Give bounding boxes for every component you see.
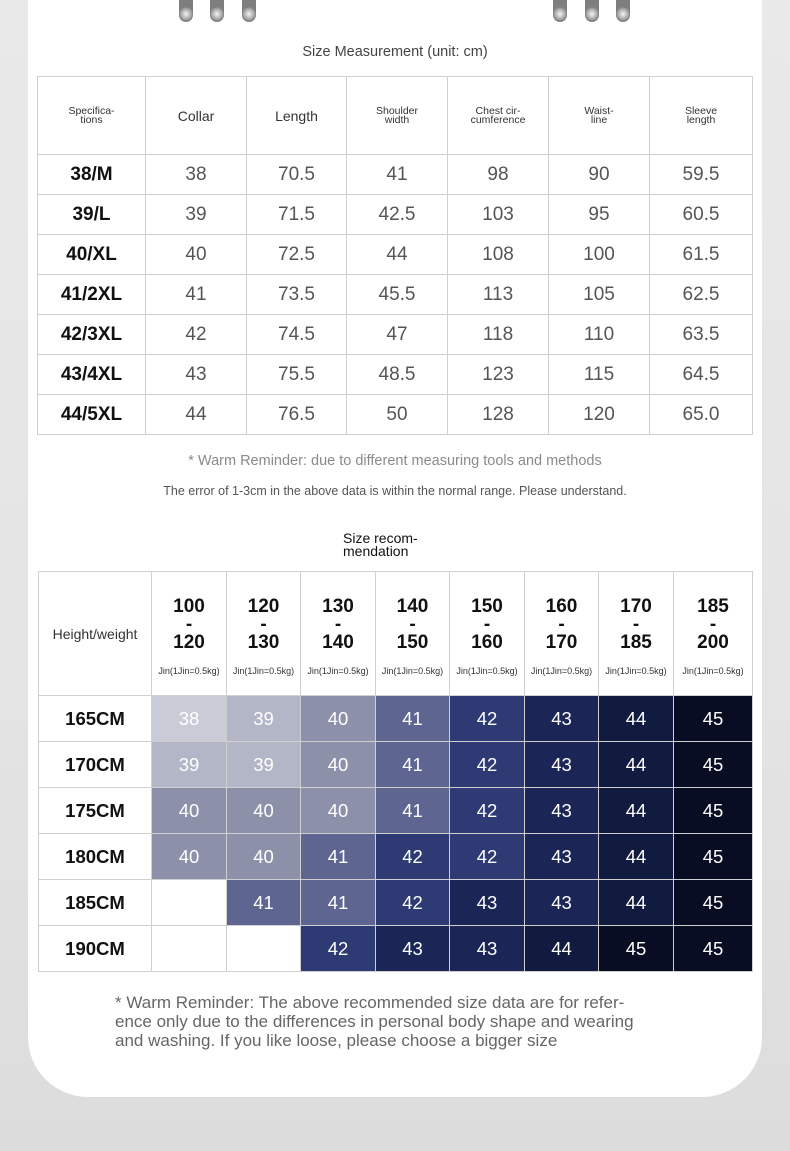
recommended-size-cell: 41 — [376, 742, 450, 788]
measurement-header-cell: Collar — [146, 77, 247, 155]
weight-unit: Jin(1Jin=0.5kg) — [530, 666, 593, 676]
binder-ring-icon — [585, 0, 599, 22]
recommended-size-cell: 41 — [227, 880, 301, 926]
weight-unit: Jin(1Jin=0.5kg) — [307, 666, 369, 676]
weight-unit: Jin(1Jin=0.5kg) — [381, 666, 444, 676]
measurement-cell: 128 — [448, 395, 549, 435]
measurement-cell: 65.0 — [650, 395, 753, 435]
measurement-cell: 40 — [146, 235, 247, 275]
recommended-size-cell: 42 — [450, 742, 525, 788]
recommended-size-cell: 40 — [227, 834, 301, 880]
measurement-cell: 120 — [549, 395, 650, 435]
height-label: 190CM — [39, 926, 152, 972]
recommended-size-cell: 44 — [599, 834, 674, 880]
measurement-header-row — [38, 77, 753, 155]
measurement-cell: 100 — [549, 235, 650, 275]
recommended-size-cell: 43 — [450, 926, 525, 972]
recommended-size-cell: 39 — [227, 742, 301, 788]
recommended-size-cell: 39 — [152, 742, 227, 788]
measurement-cell: 59.5 — [650, 155, 753, 195]
measurement-cell: 110 — [549, 315, 650, 355]
binder-ring-icon — [553, 0, 567, 22]
recommended-size-cell: 44 — [599, 788, 674, 834]
height-label: 185CM — [39, 880, 152, 926]
weight-range-cell — [227, 572, 301, 696]
measurement-cell: 60.5 — [650, 195, 753, 235]
binder-ring-icon — [616, 0, 630, 22]
weight-range-cell — [525, 572, 599, 696]
measurement-cell: 98 — [448, 155, 549, 195]
measurement-cell: 103 — [448, 195, 549, 235]
size-label: 40/XL — [38, 235, 146, 275]
measurement-cell: 74.5 — [247, 315, 347, 355]
measurement-reminder: * Warm Reminder: due to different measuring tools and methods — [188, 453, 602, 469]
measurement-cell: 105 — [549, 275, 650, 315]
recommended-size-cell: 41 — [301, 880, 376, 926]
recommended-size-cell: 45 — [674, 742, 753, 788]
measurement-cell: 43 — [146, 355, 247, 395]
recommended-size-cell: 44 — [599, 880, 674, 926]
weight-unit: Jin(1Jin=0.5kg) — [158, 666, 220, 676]
height-weight-label: Height/weight — [39, 572, 152, 696]
measurement-cell: 73.5 — [247, 275, 347, 315]
measurement-cell: 70.5 — [247, 155, 347, 195]
measurement-cell: 45.5 — [347, 275, 448, 315]
weight-range-cell — [450, 572, 525, 696]
measurement-cell: 62.5 — [650, 275, 753, 315]
measurement-header-cell: Sleeve length — [650, 77, 753, 155]
measurement-cell: 50 — [347, 395, 448, 435]
weight-range: 170 - 185 — [620, 596, 652, 653]
size-label: 42/3XL — [38, 315, 146, 355]
measurement-row — [38, 195, 753, 235]
measurement-cell: 123 — [448, 355, 549, 395]
measurement-cell: 47 — [347, 315, 448, 355]
recommendation-row — [39, 696, 753, 742]
binder-ring-icon — [179, 0, 193, 22]
recommended-size-cell: 43 — [525, 788, 599, 834]
measurement-row — [38, 235, 753, 275]
recommendation-row — [39, 926, 753, 972]
measurement-cell: 44 — [347, 235, 448, 275]
measurement-row — [38, 355, 753, 395]
measurement-cell: 39 — [146, 195, 247, 235]
measurement-header-cell: Shoulder width — [347, 77, 448, 155]
measurement-cell: 115 — [549, 355, 650, 395]
measurement-cell: 41 — [347, 155, 448, 195]
recommended-size-cell: 42 — [376, 880, 450, 926]
recommendation-table — [38, 571, 753, 972]
weight-range: 130 - 140 — [322, 596, 354, 653]
measurement-cell: 118 — [448, 315, 549, 355]
weight-range: 140 - 150 — [396, 596, 429, 653]
measurement-header-cell: Length — [247, 77, 347, 155]
recommended-size-cell: 43 — [376, 926, 450, 972]
recommended-size-cell: 43 — [525, 696, 599, 742]
measurement-title: Size Measurement (unit: cm) — [302, 44, 488, 60]
measurement-error-note: The error of 1-3cm in the above data is within the normal range. Please understand. — [163, 484, 627, 498]
recommended-size-cell — [152, 880, 227, 926]
recommended-size-cell: 41 — [376, 788, 450, 834]
size-label: 44/5XL — [38, 395, 146, 435]
weight-range-cell — [674, 572, 753, 696]
recommendation-reminder: * Warm Reminder: The above recommended size data are for refer- ence only due to the differences in personal body shape and wearing and washing. If you like loose, please choose a bigger size — [115, 993, 634, 1050]
measurement-cell: 108 — [448, 235, 549, 275]
measurement-cell: 44 — [146, 395, 247, 435]
recommended-size-cell: 44 — [525, 926, 599, 972]
measurement-header-cell: Waist- line — [549, 77, 650, 155]
measurement-cell: 71.5 — [247, 195, 347, 235]
measurement-cell: 90 — [549, 155, 650, 195]
height-label: 165CM — [39, 696, 152, 742]
recommended-size-cell: 41 — [301, 834, 376, 880]
size-label: 41/2XL — [38, 275, 146, 315]
recommended-size-cell: 45 — [674, 788, 753, 834]
weight-range: 185 - 200 — [697, 596, 729, 653]
measurement-table — [37, 76, 753, 435]
height-label: 180CM — [39, 834, 152, 880]
measurement-cell: 64.5 — [650, 355, 753, 395]
recommended-size-cell: 45 — [674, 696, 753, 742]
measurement-cell: 48.5 — [347, 355, 448, 395]
measurement-cell: 61.5 — [650, 235, 753, 275]
weight-unit: Jin(1Jin=0.5kg) — [456, 666, 518, 676]
recommended-size-cell: 43 — [450, 880, 525, 926]
weight-range-cell — [376, 572, 450, 696]
recommended-size-cell: 44 — [599, 696, 674, 742]
recommended-size-cell: 40 — [301, 696, 376, 742]
size-label: 39/L — [38, 195, 146, 235]
recommended-size-cell: 44 — [599, 742, 674, 788]
recommendation-row — [39, 834, 753, 880]
weight-range: 120 - 130 — [247, 596, 280, 653]
weight-unit: Jin(1Jin=0.5kg) — [232, 666, 295, 676]
measurement-header-cell: Chest cir- cumference — [448, 77, 549, 155]
measurement-row — [38, 155, 753, 195]
height-label: 170CM — [39, 742, 152, 788]
measurement-cell: 38 — [146, 155, 247, 195]
weight-range: 100 - 120 — [173, 596, 205, 653]
recommendation-title: Size recom- mendation — [343, 530, 418, 559]
size-label: 43/4XL — [38, 355, 146, 395]
weight-range: 160 - 170 — [545, 596, 578, 653]
measurement-cell: 42 — [146, 315, 247, 355]
weight-range: 150 - 160 — [471, 596, 503, 653]
weight-range-cell — [301, 572, 376, 696]
weight-range-cell — [599, 572, 674, 696]
recommended-size-cell: 42 — [376, 834, 450, 880]
recommended-size-cell: 45 — [674, 926, 753, 972]
measurement-row — [38, 275, 753, 315]
recommended-size-cell: 40 — [301, 788, 376, 834]
binder-ring-icon — [210, 0, 224, 22]
measurement-cell: 76.5 — [247, 395, 347, 435]
recommended-size-cell: 45 — [674, 880, 753, 926]
weight-unit: Jin(1Jin=0.5kg) — [605, 666, 667, 676]
recommended-size-cell: 40 — [227, 788, 301, 834]
recommended-size-cell: 40 — [152, 834, 227, 880]
recommended-size-cell — [152, 926, 227, 972]
weight-unit: Jin(1Jin=0.5kg) — [682, 666, 744, 676]
size-label: 38/M — [38, 155, 146, 195]
recommended-size-cell: 45 — [599, 926, 674, 972]
recommendation-row — [39, 742, 753, 788]
recommended-size-cell: 42 — [450, 696, 525, 742]
measurement-row — [38, 315, 753, 355]
recommended-size-cell: 43 — [525, 834, 599, 880]
measurement-cell: 113 — [448, 275, 549, 315]
measurement-cell: 72.5 — [247, 235, 347, 275]
recommended-size-cell: 40 — [152, 788, 227, 834]
recommendation-header-row — [39, 572, 753, 696]
recommended-size-cell: 40 — [301, 742, 376, 788]
measurement-row — [38, 395, 753, 435]
recommended-size-cell: 43 — [525, 742, 599, 788]
binder-ring-icon — [242, 0, 256, 22]
measurement-cell: 42.5 — [347, 195, 448, 235]
recommendation-row — [39, 880, 753, 926]
height-label: 175CM — [39, 788, 152, 834]
recommended-size-cell: 41 — [376, 696, 450, 742]
recommended-size-cell: 42 — [450, 834, 525, 880]
recommended-size-cell — [227, 926, 301, 972]
recommended-size-cell: 42 — [450, 788, 525, 834]
recommended-size-cell: 39 — [227, 696, 301, 742]
recommended-size-cell: 43 — [525, 880, 599, 926]
measurement-cell: 75.5 — [247, 355, 347, 395]
measurement-header-cell: Specifica- tions — [38, 77, 146, 155]
recommendation-row — [39, 788, 753, 834]
measurement-cell: 95 — [549, 195, 650, 235]
measurement-cell: 63.5 — [650, 315, 753, 355]
recommended-size-cell: 38 — [152, 696, 227, 742]
weight-range-cell — [152, 572, 227, 696]
recommended-size-cell: 45 — [674, 834, 753, 880]
measurement-cell: 41 — [146, 275, 247, 315]
recommended-size-cell: 42 — [301, 926, 376, 972]
